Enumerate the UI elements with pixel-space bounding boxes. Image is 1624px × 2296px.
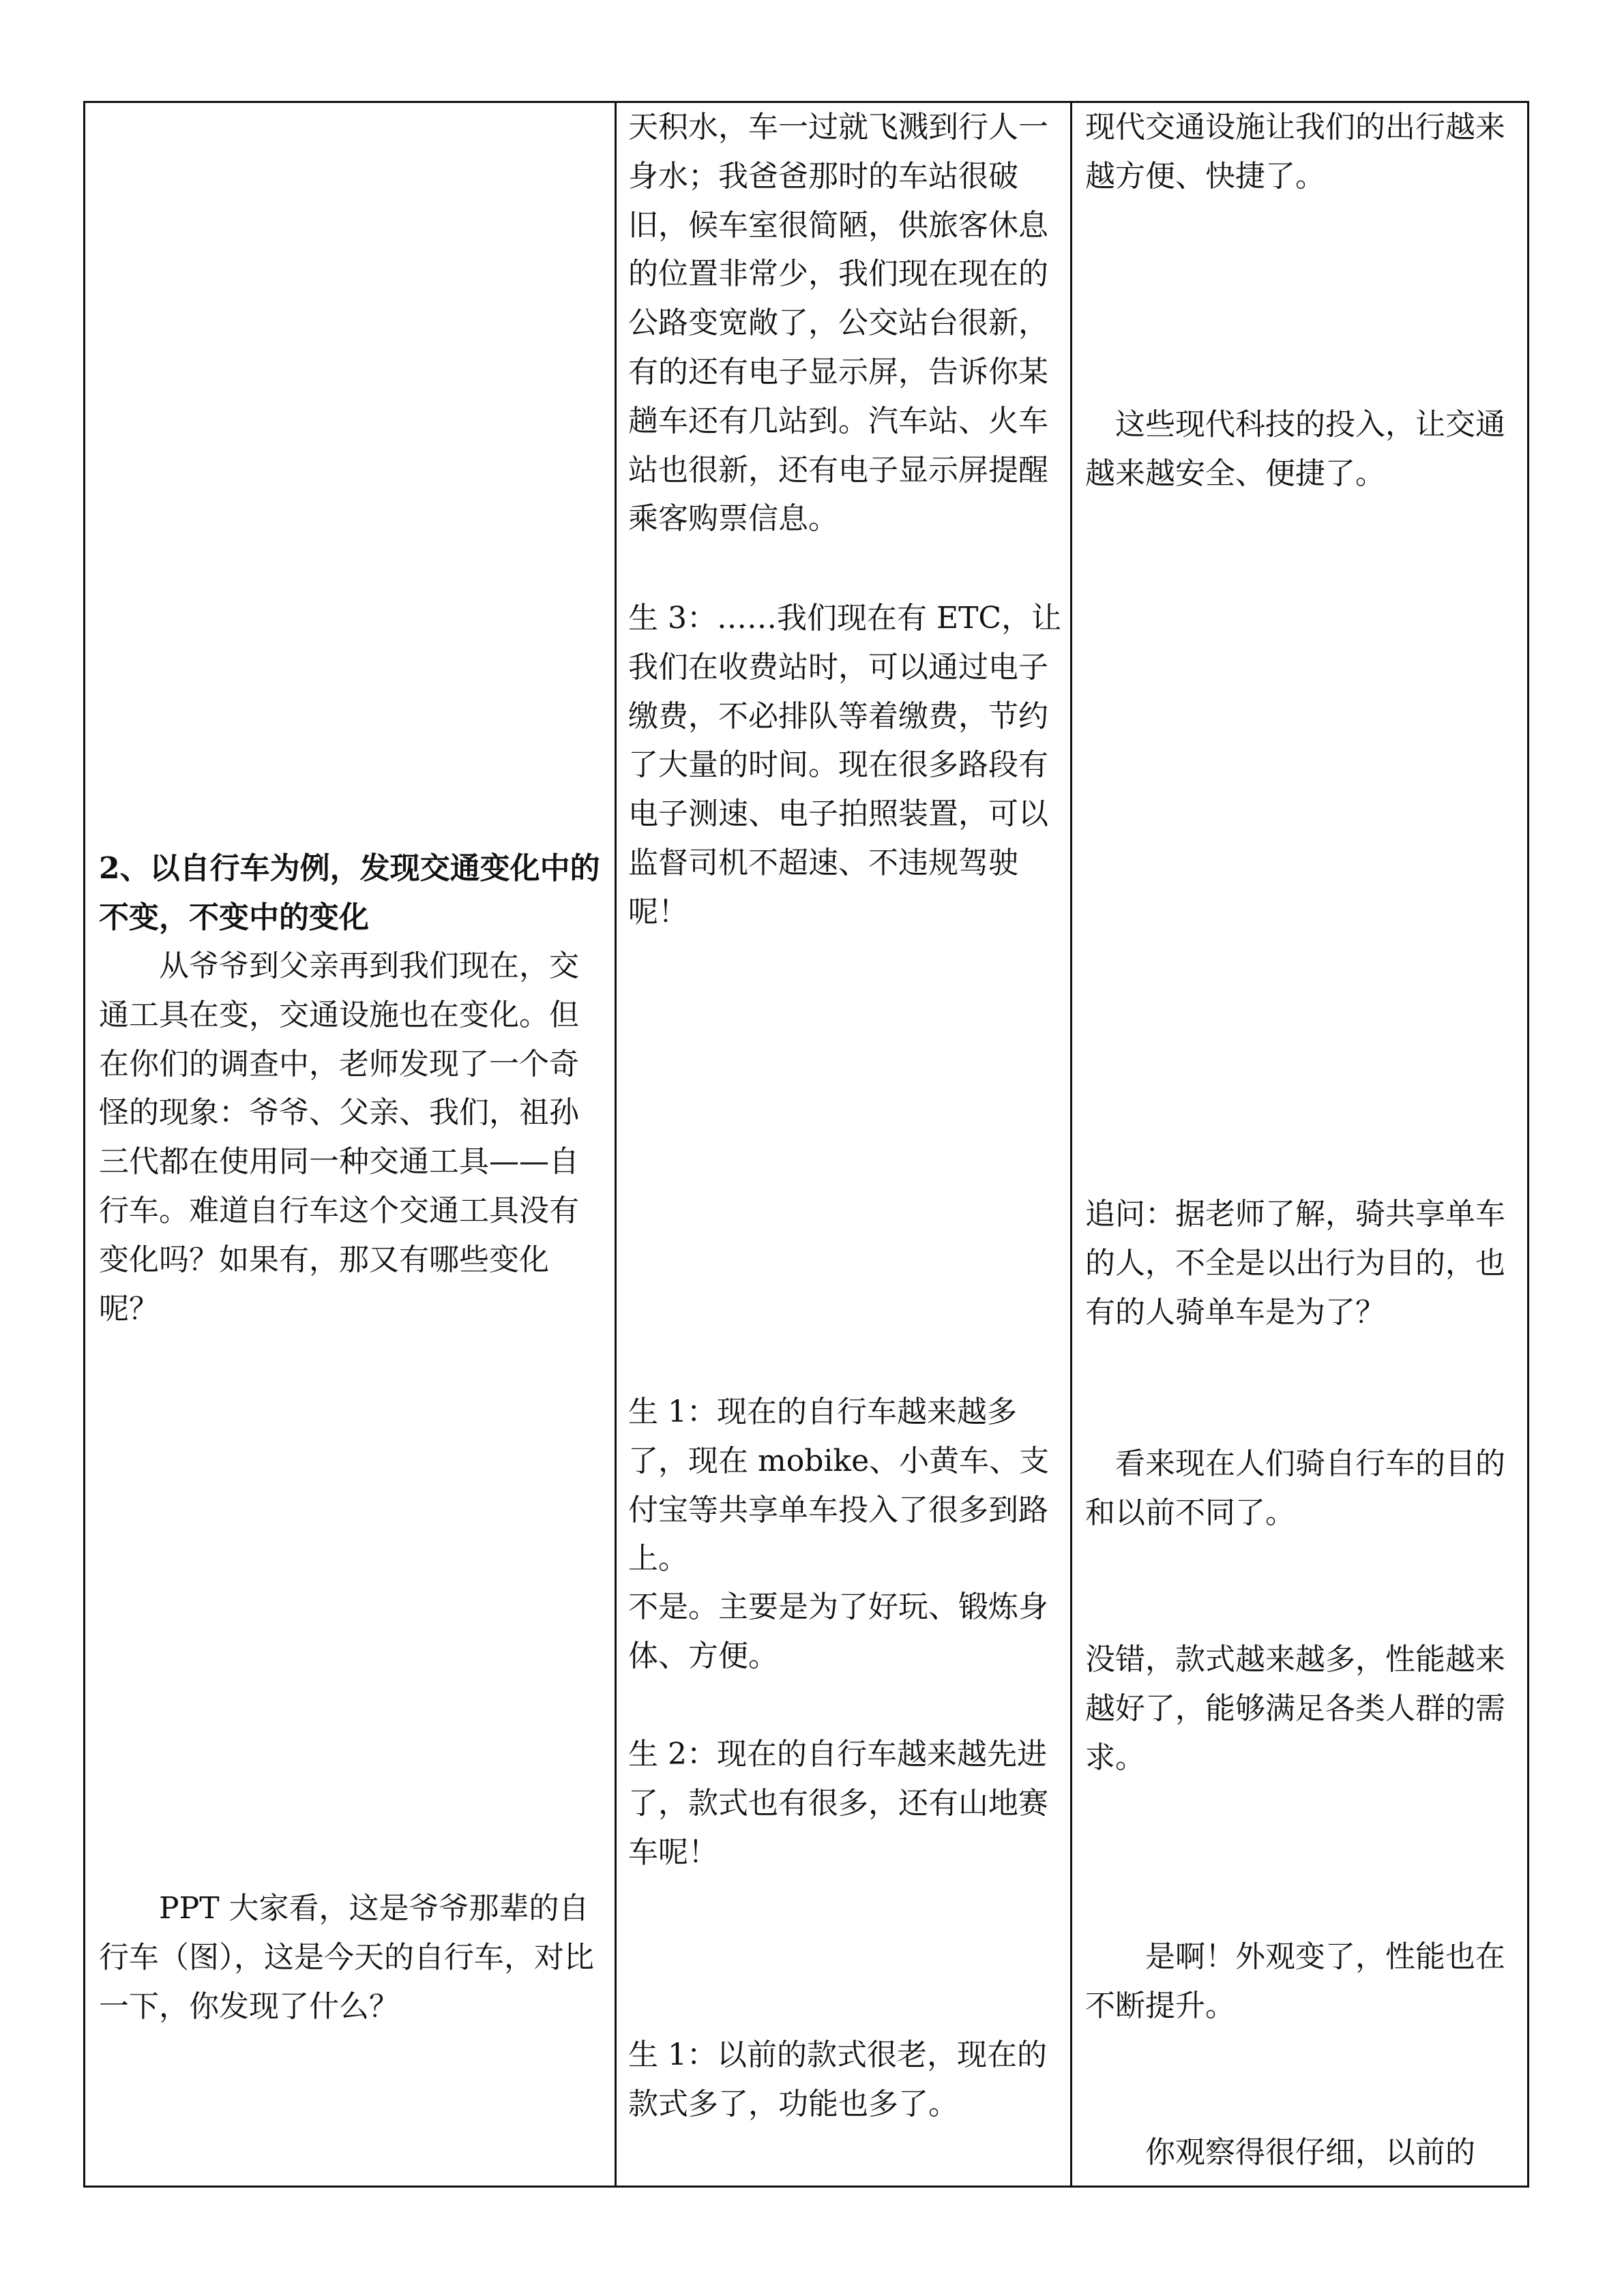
paragraph: PPT 大家看，这是爷爷那辈的自行车（图），这是今天的自行车，对比一下，你发现了什么？: [99, 1891, 594, 2024]
paragraph: 生 3：……我们现在有 ETC，让我们在收费站时，可以通过电子缴费，不必排队等着缴费，节约了大量的时间。现在很多路段有电子测速、电子拍照装置，可以监督司机不超速、不违规驾驶呢！: [628, 601, 1062, 929]
paragraph: 看来现在人们骑自行车的目的和以前不同了。: [1085, 1446, 1505, 1530]
paragraph: 生 1：现在的自行车越来越多了，现在 mobike、小黄车、支付宝等共享单车投入了很多到路上。: [628, 1395, 1050, 1577]
paragraph: 从爷爷到父亲再到我们现在，交通工具在变，交通设施也在变化。但在你们的调查中，老师发现了一个奇怪的现象：爷爷、父亲、我们，祖孙三代都在使用同一种交通工具——自行车。难道自行车这个交通工具没有变化吗？如果有，那又有哪些变化呢？: [99, 949, 579, 1326]
paragraph: 现代交通设施让我们的出行越来越方便、快捷了。: [1085, 110, 1505, 194]
section-heading: 2、以自行车为例，发现交通变化中的不变，不变中的变化: [99, 851, 600, 935]
paragraph: 不是。主要是为了好玩、锻炼身体、方便。: [628, 1590, 1048, 1673]
lesson-table: [83, 101, 1529, 2188]
paragraph: 生 1：以前的款式很老，现在的款式多了，功能也多了。: [628, 2038, 1047, 2121]
column-divider: [1070, 103, 1072, 2186]
paragraph: 这些现代科技的投入，让交通越来越安全、便捷了。: [1085, 407, 1505, 491]
paragraph: 是啊！外观变了，性能也在不断提升。: [1085, 1939, 1505, 2023]
paragraph: 你观察得很仔细，以前的: [1085, 2135, 1475, 2170]
paragraph: 没错，款式越来越多，性能越来越好了，能够满足各类人群的需求。: [1085, 1642, 1505, 1775]
paragraph: 天积水，车一过就飞溅到行人一身水；我爸爸那时的车站很破旧，候车室很简陋，供旅客休息的位置非常少，我们现在现在的公路变宽敞了，公交站台很新，有的还有电子显示屏，告诉你某趟车还有几站到。汽车站、火车站也很新，还有电子显示屏提醒乘客购票信息。: [628, 110, 1048, 537]
paragraph: 追问：据老师了解，骑共享单车的人，不全是以出行为目的，也有的人骑单车是为了？: [1085, 1197, 1505, 1330]
paragraph: 生 2：现在的自行车越来越先进了，款式也有很多，还有山地赛车呢！: [628, 1737, 1048, 1870]
column-divider: [615, 103, 617, 2186]
